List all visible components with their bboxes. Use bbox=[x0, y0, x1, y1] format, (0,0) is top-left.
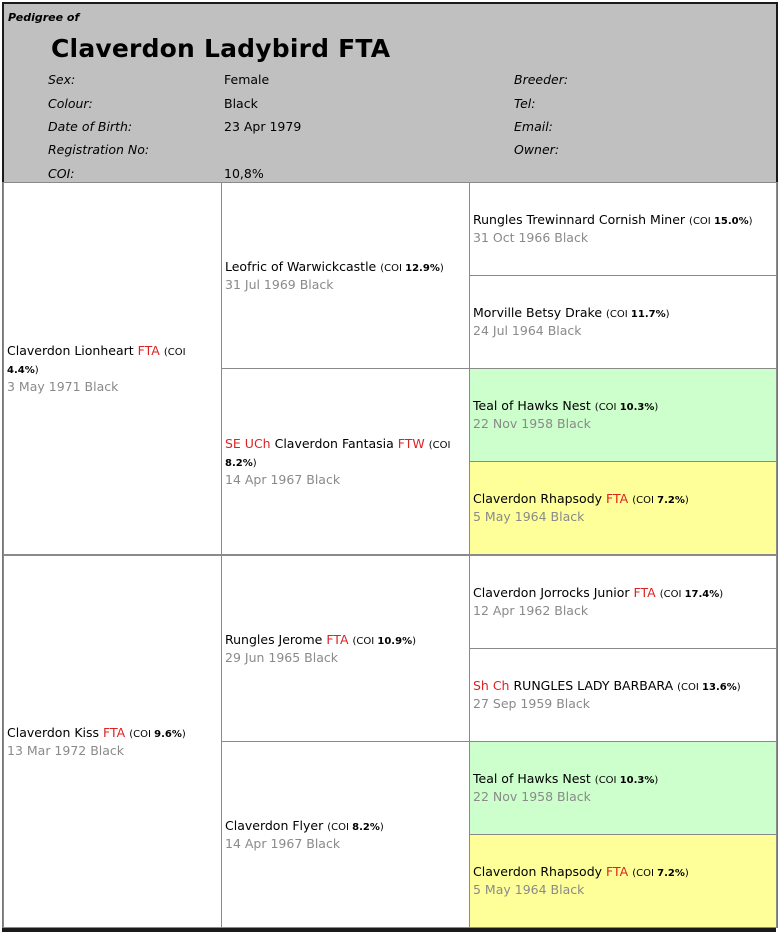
coi-badge-label: COI bbox=[636, 868, 654, 879]
breeder-label: Breeder: bbox=[514, 72, 569, 87]
ancestor-name[interactable]: Claverdon Flyer bbox=[225, 817, 324, 833]
coi-badge-value: 7.2% bbox=[657, 868, 685, 879]
coi-badge-label: COI bbox=[636, 495, 654, 506]
coi-badge-label: COI bbox=[384, 262, 402, 274]
coi-badge: (COI 7.2%) bbox=[632, 868, 689, 879]
coi-badge: (COI 12.9%) bbox=[380, 262, 444, 274]
ancestor-entry bbox=[225, 818, 465, 852]
coi-badge-label: COI bbox=[331, 821, 349, 833]
ancestor-name[interactable]: Claverdon Rhapsody bbox=[473, 864, 603, 879]
ancestor-name[interactable]: Claverdon Kiss bbox=[7, 724, 100, 740]
coi-badge-value: 4.4% bbox=[7, 364, 35, 376]
coi-badge-label: COI bbox=[432, 439, 451, 451]
coi-badge: (COI 17.4%) bbox=[659, 589, 724, 600]
coi-badge-value: 8.2% bbox=[225, 457, 253, 469]
dog-name-title: Claverdon Ladybird FTA bbox=[51, 34, 391, 63]
coi-badge: (COI 11.7%) bbox=[606, 309, 670, 320]
gen2-cell-1 bbox=[221, 182, 470, 369]
birth-colour: 31 Jul 1969 Black bbox=[225, 276, 334, 292]
ancestor-entry bbox=[473, 771, 772, 805]
ancestor-entry bbox=[225, 259, 465, 293]
birth-colour: 5 May 1964 Black bbox=[473, 882, 585, 897]
birth-colour: 14 Apr 1967 Black bbox=[225, 471, 341, 487]
coi-badge-value: 15.0% bbox=[713, 216, 749, 227]
ancestor-name[interactable]: Teal of Hawks Nest bbox=[473, 398, 591, 413]
gen3-cell-2 bbox=[469, 275, 777, 369]
ancestor-entry bbox=[473, 212, 772, 246]
title-suffix: FTW bbox=[397, 435, 425, 451]
gen3-cell-8 bbox=[469, 834, 777, 928]
title-suffix: FTA bbox=[137, 342, 160, 358]
coi-badge: (COI 4.4%) bbox=[7, 346, 186, 376]
title-suffix: FTA bbox=[606, 491, 629, 506]
gen3-cell-5 bbox=[469, 555, 777, 649]
title-suffix: FTA bbox=[103, 724, 126, 740]
ancestor-name[interactable]: Claverdon Rhapsody bbox=[473, 491, 603, 506]
ancestor-name[interactable]: Rungles Jerome bbox=[225, 631, 323, 647]
colour-label: Colour: bbox=[48, 96, 93, 111]
coi-badge-value: 10.9% bbox=[377, 635, 413, 647]
ancestor-entry bbox=[225, 436, 465, 488]
ancestor-name[interactable]: Rungles Trewinnard Cornish Miner bbox=[473, 212, 686, 227]
coi-label: COI: bbox=[48, 166, 75, 181]
birth-colour: 29 Jun 1965 Black bbox=[225, 649, 338, 665]
birth-colour: 5 May 1964 Black bbox=[473, 509, 585, 524]
birth-colour: 14 Apr 1967 Black bbox=[225, 835, 341, 851]
coi-badge: (COI 10.3%) bbox=[594, 402, 659, 413]
ancestor-name[interactable]: Teal of Hawks Nest bbox=[473, 771, 591, 786]
gen3-cell-3 bbox=[469, 368, 777, 462]
coi-badge: (COI 8.2%) bbox=[327, 821, 384, 833]
birth-colour: 22 Nov 1958 Black bbox=[473, 416, 591, 431]
birth-colour: 24 Jul 1964 Black bbox=[473, 323, 582, 338]
ancestor-name[interactable]: Claverdon Jorrocks Junior bbox=[473, 585, 630, 600]
coi-badge: (COI 13.6%) bbox=[677, 682, 741, 693]
coi-badge: (COI 9.6%) bbox=[129, 728, 186, 740]
coi-badge-label: COI bbox=[167, 346, 186, 358]
coi-badge-label: COI bbox=[609, 309, 628, 320]
registration-label: Registration No: bbox=[48, 142, 150, 157]
birth-colour: 27 Sep 1959 Black bbox=[473, 696, 591, 711]
coi-badge-value: 12.9% bbox=[405, 262, 440, 274]
gen2-cell-4 bbox=[221, 741, 470, 928]
coi-badge-value: 9.6% bbox=[154, 728, 182, 740]
ancestor-name[interactable]: RUNGLES LADY BARBARA bbox=[513, 678, 674, 693]
coi-badge: (COI 15.0%) bbox=[689, 216, 753, 227]
coi-badge-label: COI bbox=[663, 589, 682, 600]
colour-value: Black bbox=[224, 96, 258, 111]
ancestor-entry bbox=[473, 864, 772, 898]
coi-badge-label: COI bbox=[598, 402, 617, 413]
birth-colour: 31 Oct 1966 Black bbox=[473, 230, 589, 245]
birth-colour: 3 May 1971 Black bbox=[7, 378, 119, 394]
gen3-cell-7 bbox=[469, 741, 777, 835]
ancestor-name[interactable]: Claverdon Fantasia bbox=[274, 435, 394, 451]
coi-badge-value: 10.3% bbox=[619, 402, 655, 413]
sex-value: Female bbox=[224, 72, 270, 87]
ancestor-entry bbox=[473, 491, 772, 525]
ancestor-entry bbox=[473, 585, 772, 619]
email-label: Email: bbox=[514, 119, 553, 134]
coi-badge-value: 17.4% bbox=[684, 589, 720, 600]
coi-badge: (COI 8.2%) bbox=[225, 439, 451, 469]
ancestor-entry bbox=[473, 678, 772, 712]
ancestor-entry bbox=[473, 398, 772, 432]
coi-badge-value: 7.2% bbox=[657, 495, 685, 506]
pedigree-header bbox=[2, 2, 778, 184]
gen3-cell-4 bbox=[469, 461, 777, 555]
ancestor-entry bbox=[7, 343, 217, 395]
gen2-cell-3 bbox=[221, 555, 470, 742]
dob-value: 23 Apr 1979 bbox=[224, 119, 302, 134]
bottom-border bbox=[2, 928, 776, 932]
birth-colour: 12 Apr 1962 Black bbox=[473, 603, 589, 618]
coi-badge: (COI 10.9%) bbox=[352, 635, 416, 647]
coi-badge-value: 13.6% bbox=[702, 682, 737, 693]
coi-badge-label: COI bbox=[692, 216, 711, 227]
title-suffix: FTA bbox=[633, 585, 656, 600]
coi-value: 10,8% bbox=[224, 166, 264, 181]
dam-cell bbox=[3, 555, 222, 928]
ancestor-name[interactable]: Claverdon Lionheart bbox=[7, 342, 134, 358]
birth-colour: 22 Nov 1958 Black bbox=[473, 789, 591, 804]
coi-badge-value: 10.3% bbox=[619, 775, 655, 786]
coi-badge-label: COI bbox=[356, 635, 375, 647]
birth-colour: 13 Mar 1972 Black bbox=[7, 742, 125, 758]
tel-label: Tel: bbox=[514, 96, 536, 111]
pedigree-of-label: Pedigree of bbox=[8, 11, 80, 24]
ancestor-entry bbox=[473, 305, 772, 339]
coi-badge-label: COI bbox=[598, 775, 617, 786]
dob-label: Date of Birth: bbox=[48, 119, 133, 134]
ancestor-name[interactable]: Leofric of Warwickcastle bbox=[225, 258, 377, 274]
coi-badge-label: COI bbox=[681, 682, 699, 693]
title-suffix: FTA bbox=[606, 864, 629, 879]
gen3-cell-1 bbox=[469, 182, 777, 276]
coi-badge-label: COI bbox=[133, 728, 151, 740]
sire-cell bbox=[3, 182, 222, 555]
ancestor-entry bbox=[7, 725, 217, 759]
owner-label: Owner: bbox=[514, 142, 560, 157]
gen3-cell-6 bbox=[469, 648, 777, 742]
coi-badge: (COI 10.3%) bbox=[594, 775, 659, 786]
ancestor-name[interactable]: Morville Betsy Drake bbox=[473, 305, 603, 320]
ancestor-entry bbox=[225, 632, 465, 666]
coi-badge: (COI 7.2%) bbox=[632, 495, 689, 506]
title-suffix: FTA bbox=[326, 631, 349, 647]
gen2-cell-2 bbox=[221, 368, 470, 555]
coi-badge-value: 8.2% bbox=[352, 821, 380, 833]
title-prefix: Sh Ch bbox=[473, 678, 510, 693]
sex-label: Sex: bbox=[48, 72, 76, 87]
coi-badge-value: 11.7% bbox=[630, 309, 666, 320]
pedigree-grid bbox=[2, 182, 778, 928]
title-prefix: SE UCh bbox=[225, 435, 271, 451]
